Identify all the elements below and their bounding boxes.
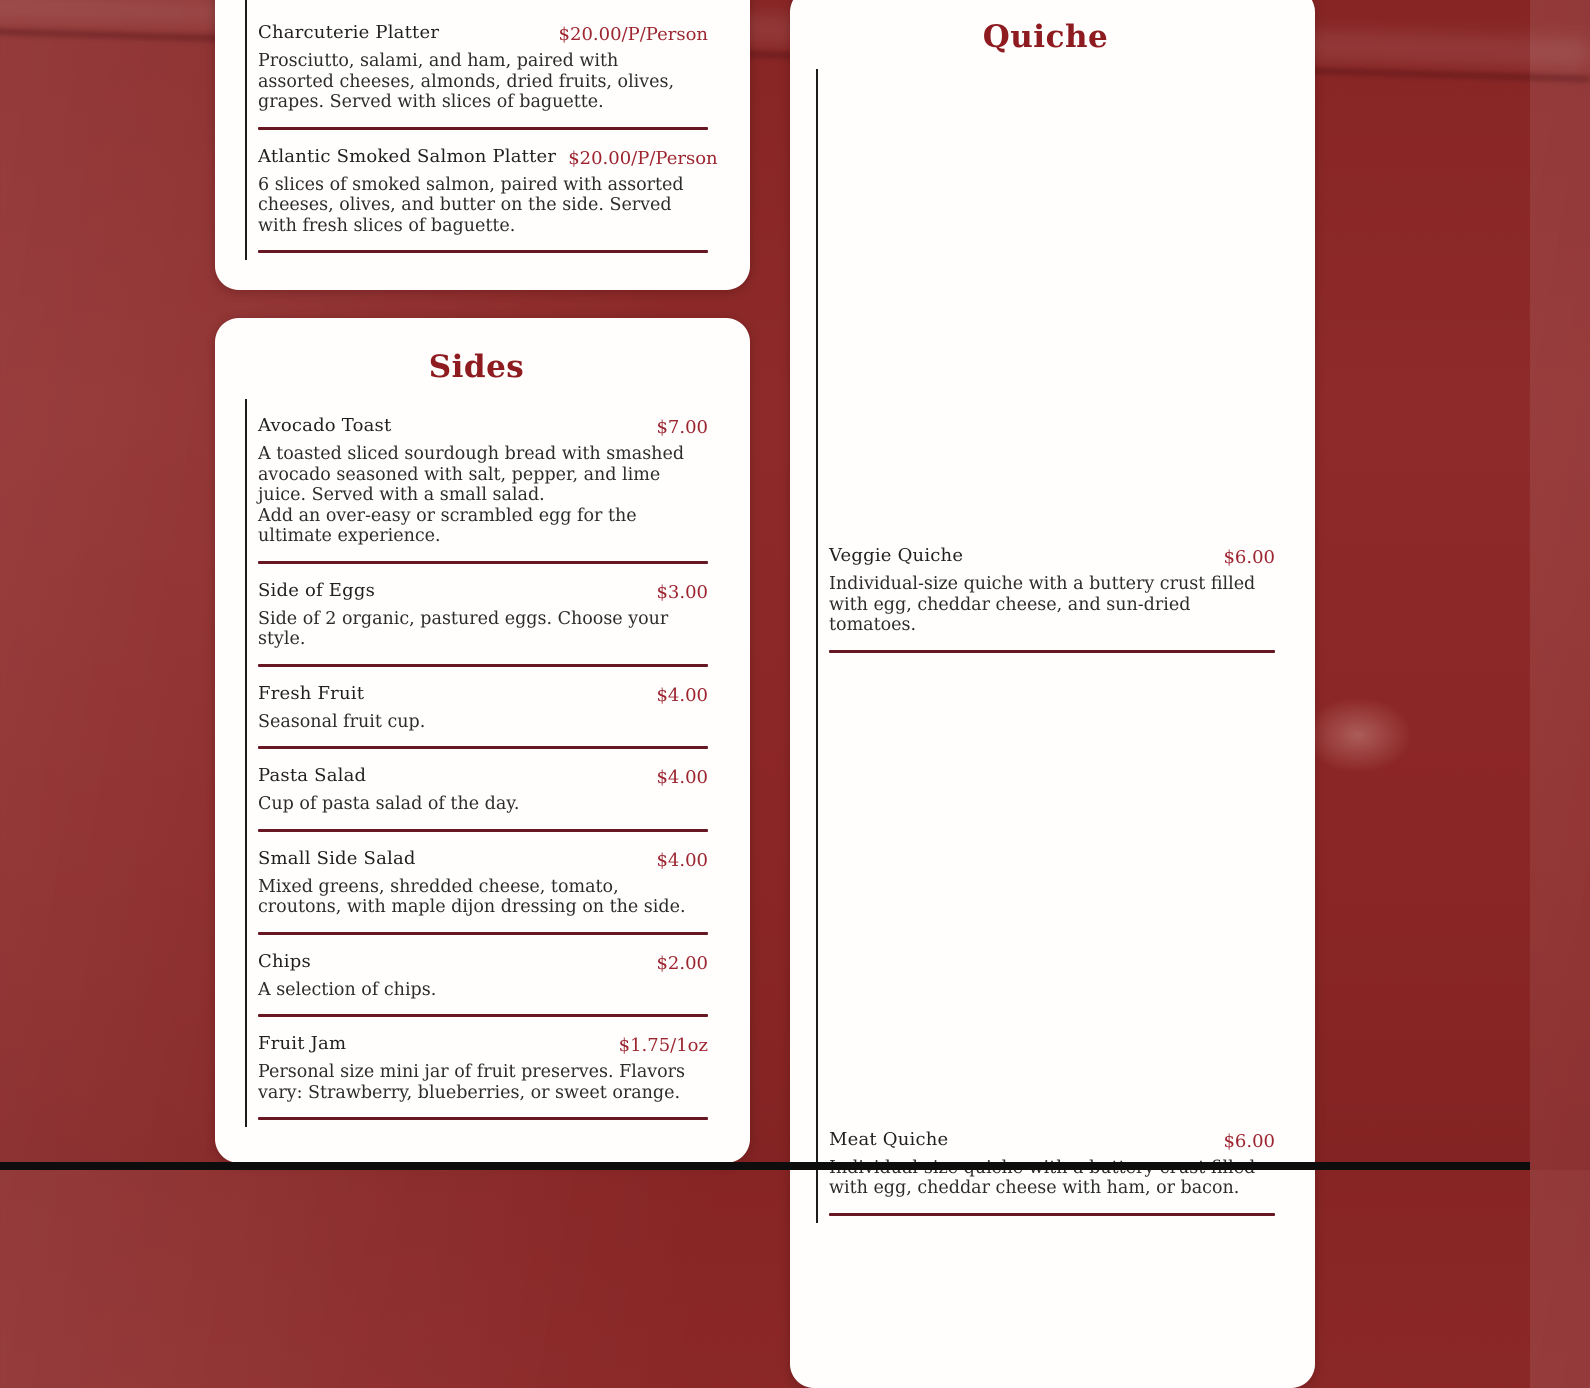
section-title-sides: Sides [428,349,525,385]
menu-item-price: $7.00 [656,417,708,438]
menu-item-description [258,51,698,113]
menu-item-price: $3.00 [656,581,708,603]
menu-item-description-line: Personal size mini jar of fruit preserves. Flavors vary: Strawberry, blueberries, or sweet orange. [258,1062,686,1103]
menu-item-name: Avocado Toast [258,415,392,436]
menu-item-name: Fruit Jam [258,1033,347,1054]
menu-item-name: Chips [258,950,311,972]
menu-card-sides [215,318,750,1163]
menu-item-price: $20.00/P/Person [568,147,718,169]
menu-item-description-line: Mixed greens, shredded cheese, tomato, croutons, with maple dijon dressing on the side. [258,876,686,917]
menu-item [829,69,1275,653]
menu-item-price: $1.75/1oz [618,1035,708,1056]
menu-item [258,130,718,254]
menu-item-name: Pasta Salad [258,765,367,786]
menu-item-name: Side of Eggs [258,579,376,601]
menu-item-header-row [258,22,708,46]
menu-item-header-row [258,848,708,872]
menu-item-description-line: A selection of chips. [258,979,437,1000]
menu-item-description [258,175,698,237]
menu-item-description [258,980,698,1001]
menu-item-header-row [829,545,1275,569]
menu-item-price: $6.00 [1223,1130,1275,1152]
menu-item-header-row [258,415,708,439]
menu-item [258,1017,708,1120]
menu-item-divider [258,1117,708,1120]
menu-item-header-row [258,765,708,789]
menu-item-description [258,609,698,650]
page-bottom-bar [0,1162,1530,1170]
menu-item-header-row [829,1129,1275,1153]
menu-items-list [245,399,708,1127]
menu-item-name: Veggie Quiche [829,545,964,566]
menu-item-price: $2.00 [656,952,708,974]
menu-item [258,832,708,935]
menu-item-divider [258,250,708,253]
menu-item-name: Charcuterie Platter [258,22,440,43]
menu-item-description-line: A toasted sliced sourdough bread with smashed avocado seasoned with salt, pepper, and lime juice. Served with a small salad. [258,444,685,505]
menu-item-description-line: Cup of pasta salad of the day. [258,794,520,814]
menu-item-image-placeholder [829,85,1275,537]
menu-items-list [245,0,718,260]
menu-item-price: $20.00/P/Person [558,24,708,45]
menu-item-name: Meat Quiche [829,1128,949,1150]
menu-item-description [258,444,698,547]
menu-item-name: Small Side Salad [258,847,416,869]
menu-item-divider [829,1213,1275,1216]
menu-item-header-row [258,683,708,707]
section-title-quiche: Quiche [982,19,1109,55]
menu-item [258,564,708,667]
menu-item [258,0,708,130]
menu-item-price: $6.00 [1223,547,1275,568]
menu-item-price: $4.00 [656,684,708,706]
menu-item-description-line: Prosciutto, salami, and ham, paired with assorted cheeses, almonds, dried fruits, olives, grapes. Served with slices of baguette. [258,51,675,112]
menu-items-list [816,69,1275,1223]
menu-item-description-line: 6 slices of smoked salmon, paired with assorted cheeses, olives, and butter on the side. Served with fresh slices of baguette. [258,174,684,236]
menu-item-name: Fresh Fruit [258,682,365,704]
menu-item-image-placeholder [829,669,1275,1121]
menu-card-platters [215,0,750,290]
menu-item-description [258,877,698,918]
menu-item-description [258,712,698,733]
menu-item-header-row [258,951,708,975]
menu-item-description [829,574,1269,636]
menu-item [258,667,708,750]
menu-item-description-line: Seasonal fruit cup. [258,711,426,732]
menu-item-description [258,1062,698,1103]
menu-item-description-line: Add an over-easy or scrambled egg for the ultimate experience. [258,505,637,546]
menu-item-price: $4.00 [656,767,708,788]
menu-item [258,749,708,832]
menu-item-price: $4.00 [656,849,708,871]
menu-item-header-row [258,1033,708,1057]
menu-item-header-row [258,145,718,170]
menu-item-description-line: with egg, cheddar cheese with ham, or bacon. [829,1178,1240,1198]
menu-item [829,653,1275,1216]
menu-item [258,935,708,1018]
menu-item-description [258,794,698,815]
menu-item-name: Atlantic Smoked Salmon Platter [258,145,557,167]
menu-item-description-line: Side of 2 organic, pastured eggs. Choose your style. [258,608,669,649]
menu-item-header-row [258,580,708,604]
menu-item [258,399,708,564]
menu-item-description-line: Individual-size quiche with a buttery crust filled with egg, cheddar cheese, and sun-dried tomatoes. [829,574,1256,635]
menu-card-quiche [790,0,1315,1388]
